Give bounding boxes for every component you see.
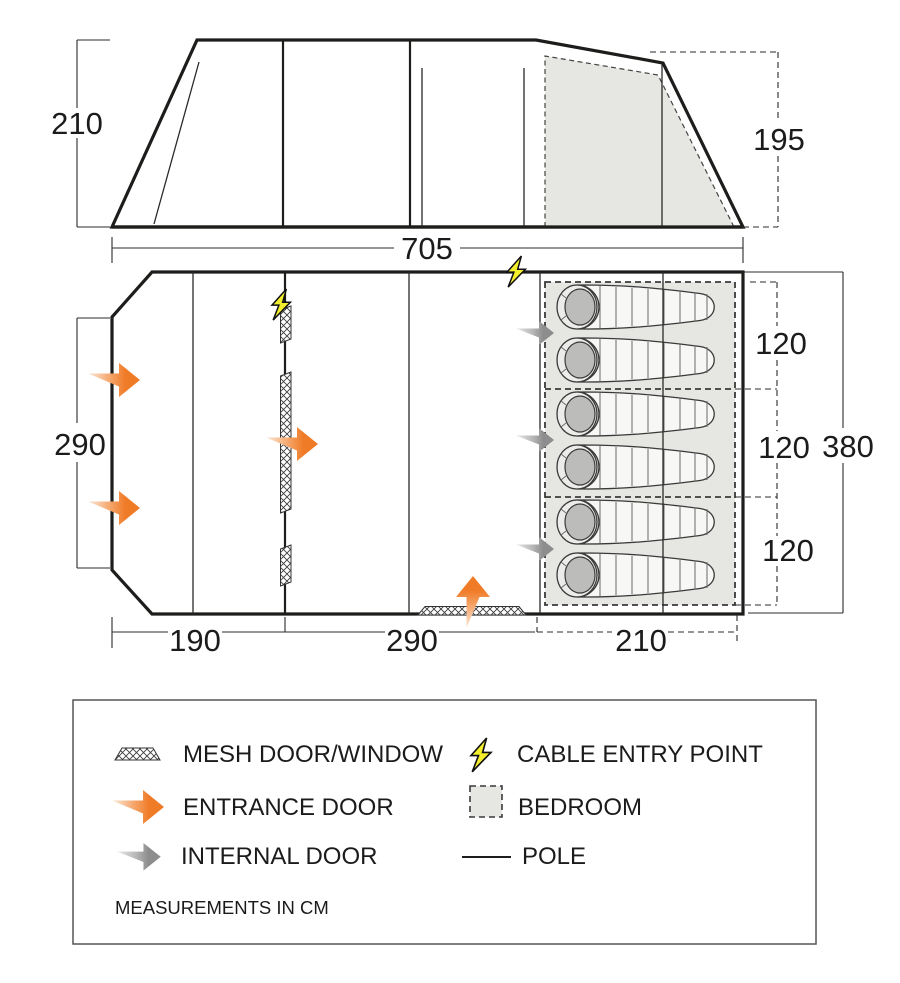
side-view-bedroom-area (545, 56, 734, 227)
legend (73, 700, 816, 944)
legend-entrance-label: ENTRANCE DOOR (183, 794, 394, 821)
dim-side-height-left: 210 (51, 106, 103, 141)
dim-side-height-rear: 195 (753, 122, 805, 157)
legend-mesh-label: MESH DOOR/WINDOW (183, 741, 443, 768)
dim-pod-3: 120 (762, 533, 814, 568)
dim-overall-width: 705 (401, 231, 453, 266)
dim-705 (112, 231, 743, 266)
dim-section-2: 290 (386, 623, 438, 658)
dim-front-depth: 290 (54, 427, 106, 462)
legend-pole-label: POLE (522, 843, 587, 870)
bedroom-swatch-icon (470, 786, 502, 817)
mesh-swatch-icon (115, 748, 160, 760)
dim-section-1: 190 (169, 623, 221, 658)
dim-section-3: 210 (615, 623, 667, 658)
floor-plan-view (54, 256, 874, 658)
legend-internal-label: INTERNAL DOOR (181, 843, 378, 870)
dim-pod-2: 120 (758, 430, 810, 465)
legend-measurements-note: MEASUREMENTS IN CM (115, 897, 329, 918)
legend-cable-label: CABLE ENTRY POINT (517, 741, 763, 768)
dim-bedroom-total: 380 (822, 429, 874, 464)
dim-pod-1: 120 (755, 326, 807, 361)
legend-bedroom-label: BEDROOM (518, 794, 643, 821)
mesh-window (281, 545, 292, 586)
side-elevation-view (51, 40, 805, 227)
